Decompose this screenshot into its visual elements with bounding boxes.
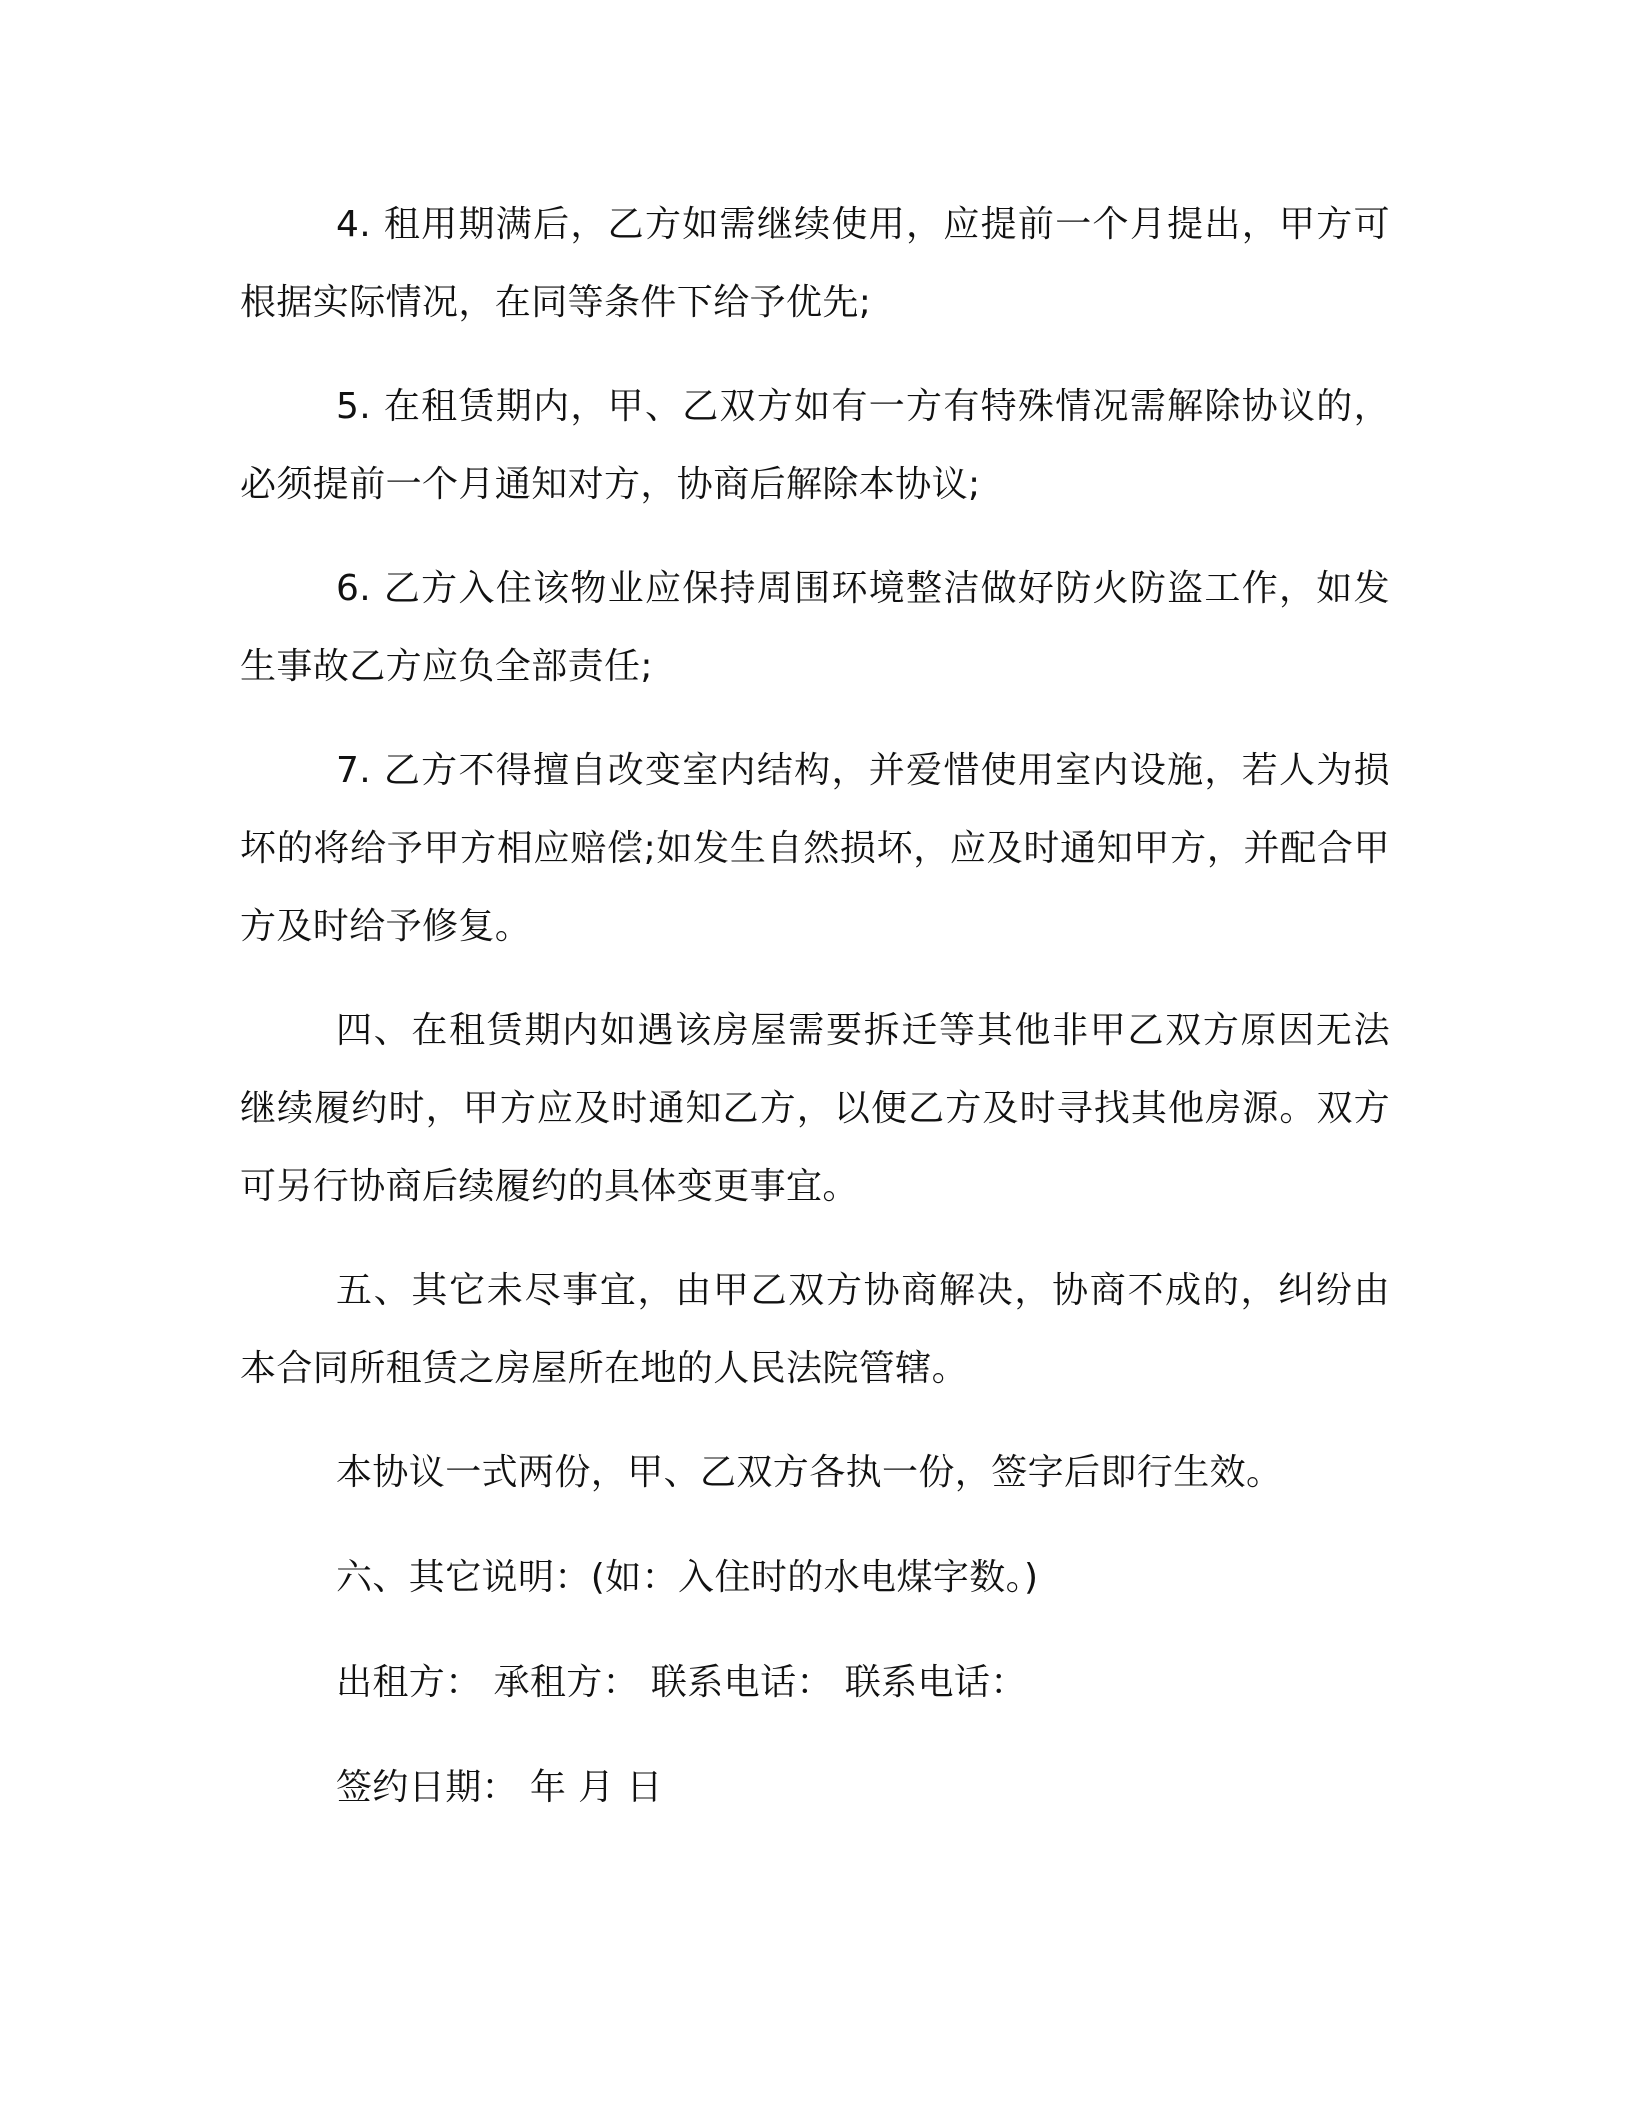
signing-date-line: 签约日期： 年 月 日 [336, 1767, 663, 1808]
clause-5-termination: 5. 在租赁期内，甲、乙双方如有一方有特殊情况需解除协议的，必须提前一个月通知对方，协商后解除本协议; [240, 386, 1390, 505]
section-6-notes: 六、其它说明：(如：入住时的水电煤字数。) [336, 1557, 1039, 1598]
document-body [240, 186, 1390, 1854]
clause-7-structure: 7. 乙方不得擅自改变室内结构，并爱惜使用室内设施，若人为损坏的将给予甲方相应赔偿;如发生自然损坏，应及时通知甲方，并配合甲方及时给予修复。 [240, 750, 1390, 947]
copies-statement: 本协议一式两份，甲、乙双方各执一份，签字后即行生效。 [336, 1452, 1283, 1493]
section-5-disputes: 五、其它未尽事宜，由甲乙双方协商解决，协商不成的，纠纷由本合同所租赁之房屋所在地的人民法院管辖。 [240, 1270, 1390, 1389]
parties-contact-line: 出租方： 承租方： 联系电话： 联系电话： [336, 1662, 1027, 1703]
clause-4-renewal: 4. 租用期满后，乙方如需继续使用，应提前一个月提出，甲方可根据实际情况，在同等条件下给予优先; [240, 204, 1390, 323]
section-4-demolition: 四、在租赁期内如遇该房屋需要拆迁等其他非甲乙双方原因无法继续履约时，甲方应及时通知乙方，以便乙方及时寻找其他房源。双方可另行协商后续履约的具体变更事宜。 [240, 1010, 1390, 1207]
clause-6-safety: 6. 乙方入住该物业应保持周围环境整洁做好防火防盗工作，如发生事故乙方应负全部责任; [240, 568, 1390, 687]
